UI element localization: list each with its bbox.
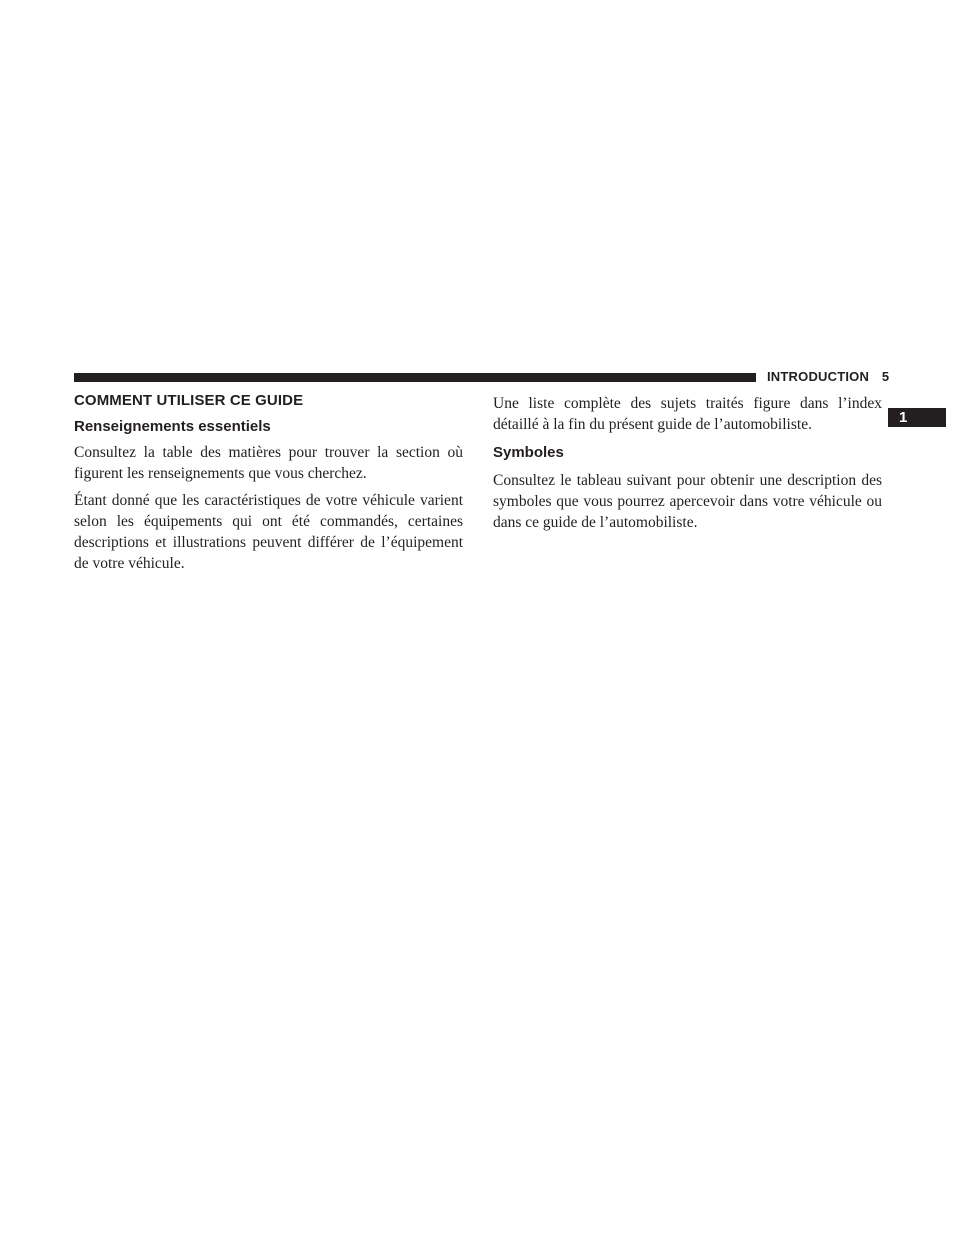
- paragraph-table-des-matieres: Consultez la table des matières pour trouver la section où figurent les renseignements que vous cherchez.: [74, 444, 463, 482]
- running-head-section: INTRODUCTION: [767, 369, 870, 384]
- running-head: [767, 369, 889, 385]
- paragraph-symboles: Consultez le tableau suivant pour obtenir une description des symboles que vous pourrez apercevoir dans votre véhicule ou dans ce guide de l’automobiliste.: [493, 472, 882, 531]
- chapter-tab-number: 1: [899, 409, 908, 426]
- chapter-tab: [888, 408, 946, 427]
- section-title: COMMENT UTILISER CE GUIDE: [74, 392, 304, 409]
- header-rule: [74, 373, 756, 382]
- subsection-title-symboles: Symboles: [493, 444, 564, 461]
- subsection-title-renseignements: Renseignements essentiels: [74, 418, 271, 435]
- right-column: [493, 393, 882, 539]
- paragraph-index: Une liste complète des sujets traités figure dans l’index détaillé à la fin du présent guide de l’automobiliste.: [493, 395, 882, 433]
- left-column: [74, 392, 463, 580]
- paragraph-caracteristiques: Étant donné que les caractéristiques de votre véhicule varient selon les équipements qui ont été commandés, certaines descriptions et illustrations peuvent différer de l’équipement de votre véhicule.: [74, 492, 463, 572]
- page-number: 5: [881, 369, 890, 384]
